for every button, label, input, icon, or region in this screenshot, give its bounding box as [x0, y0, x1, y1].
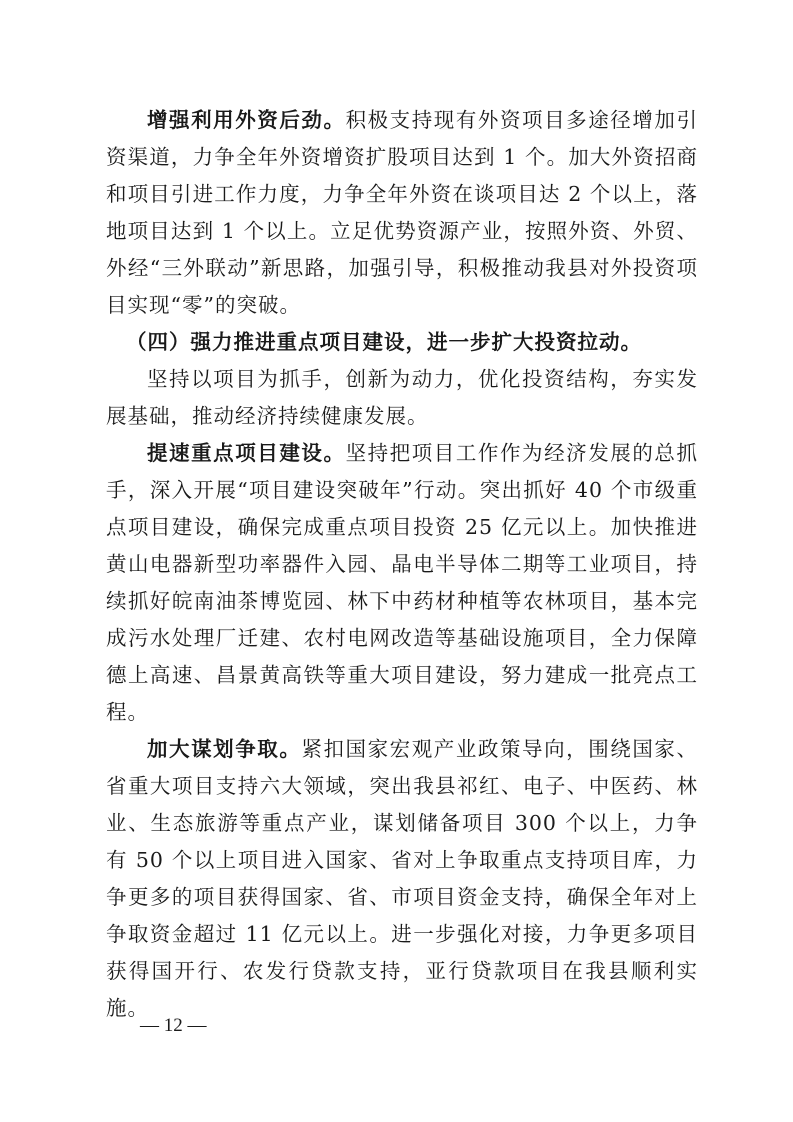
paragraph-lead: 增强利用外资后劲。	[147, 108, 346, 132]
paragraph-foreign-investment	[106, 102, 698, 324]
paragraph-key-projects	[106, 435, 698, 731]
paragraph-text: 坚持以项目为抓手，创新为动力，优化投资结构，夯实发展基础，推动经济持续健康发展。	[106, 367, 698, 428]
page-number: — 12 —	[140, 1015, 207, 1036]
paragraph-lead: 提速重点项目建设。	[147, 441, 346, 465]
document-body	[106, 102, 698, 1027]
paragraph-intro	[106, 361, 698, 435]
paragraph-text: 紧扣国家宏观产业政策导向，围绕国家、省重大项目支持六大领域，突出我县祁红、电子、中医药、林业、生态旅游等重点产业，谋划储备项目 300 个以上，力争有 50 个以上项目进入国家、省对上争取重点支持项目库，力争更多的项目获得国家、省、市项目资金支持，确保全年对上争取资金超过 11 亿元以上。进一步强化对接，力争更多项目获得国开行、农发行贷款支持，亚行贷款项目在我县顺利实施。	[106, 737, 698, 1020]
paragraph-lead: 加大谋划争取。	[147, 737, 302, 761]
paragraph-text: 坚持把项目工作作为经济发展的总抓手，深入开展“项目建设突破年”行动。突出抓好 40 个市级重点项目建设，确保完成重点项目投资 25 亿元以上。加快推进黄山电器新型功率器件入园、晶电半导体二期等工业项目，持续抓好皖南油茶博览园、林下中药材种植等农林项目，基本完成污水处理厂迁建、农村电网改造等基础设施项目，全力保障德上高速、昌景黄高铁等重大项目建设，努力建成一批亮点工程。	[106, 441, 698, 724]
paragraph-text: 积极支持现有外资项目多途径增加引资渠道，力争全年外资增资扩股项目达到 1 个。加大外资招商和项目引进工作力度，力争全年外资在谈项目达 2 个以上，落地项目达到 1 个以上。立足优势资源产业，按照外资、外贸、外经“三外联动”新思路，加强引导，积极推动我县对外投资项目实现“零”的突破。	[106, 108, 698, 317]
paragraph-planning	[106, 731, 698, 1027]
section-heading: （四）强力推进重点项目建设，进一步扩大投资拉动。	[126, 330, 642, 354]
